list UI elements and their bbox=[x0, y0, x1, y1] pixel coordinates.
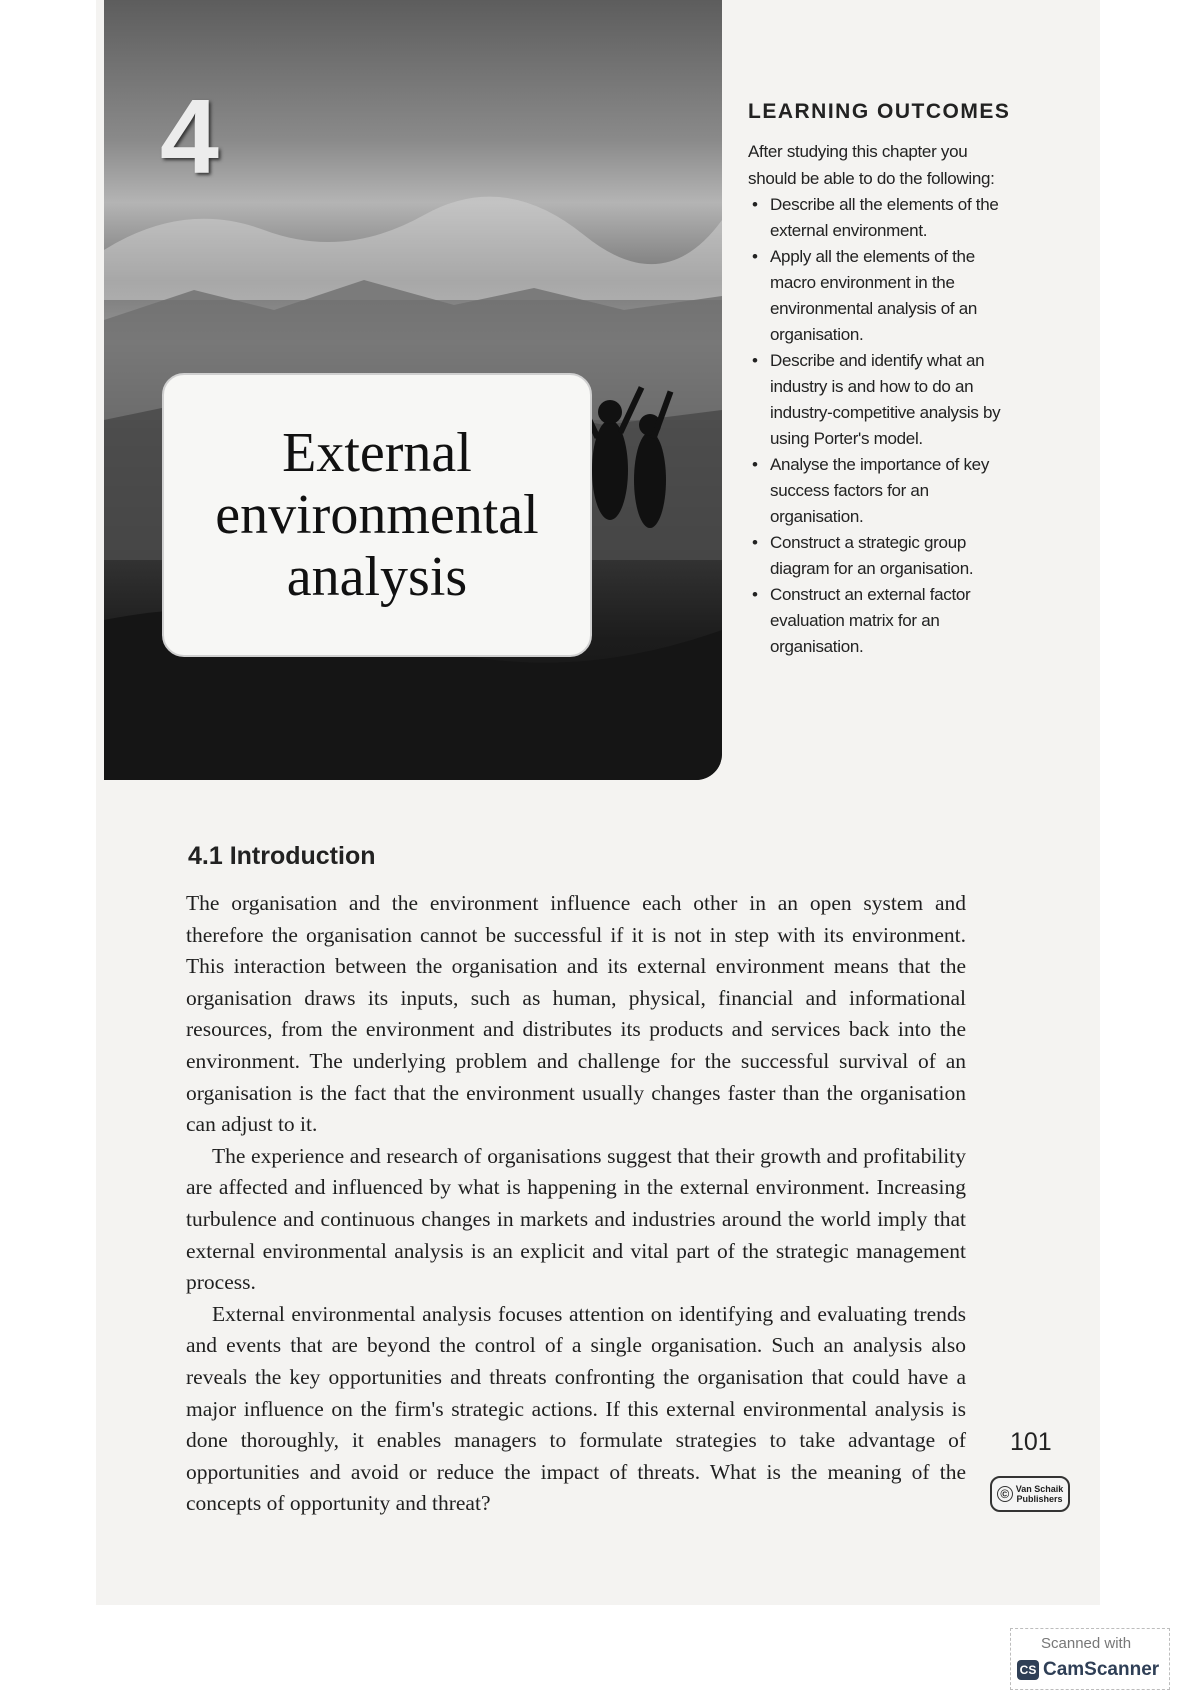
learning-outcome-text: Construct an external factor evaluation matrix for an organisation. bbox=[770, 585, 971, 656]
learning-outcome-text: Describe and identify what an industry is and how to do an industry-competitive analysis by using Porter's model. bbox=[770, 351, 1001, 448]
publisher-name bbox=[1016, 1484, 1064, 1504]
learning-outcome-item bbox=[748, 192, 1018, 244]
camscanner-brand-name: CamScanner bbox=[1043, 1659, 1160, 1680]
chapter-title-box bbox=[162, 373, 592, 657]
learning-outcome-text: Describe all the elements of the external environment. bbox=[770, 195, 999, 240]
learning-outcomes-panel bbox=[748, 100, 1018, 660]
publisher-name-line: Van Schaik bbox=[1015, 1484, 1064, 1494]
chapter-title-line: External bbox=[282, 422, 472, 484]
publisher-name-line: Publishers bbox=[1016, 1494, 1063, 1504]
bullet-icon: • bbox=[752, 455, 758, 474]
learning-outcome-text: Analyse the importance of key success factors for an organisation. bbox=[770, 455, 990, 526]
bullet-icon: • bbox=[752, 585, 758, 604]
learning-outcomes-list bbox=[748, 192, 1018, 660]
scanned-with-text: Scanned with bbox=[1041, 1635, 1132, 1652]
chapter-title-line: environmental bbox=[215, 484, 539, 546]
camscanner-brand bbox=[1017, 1659, 1159, 1681]
section-body bbox=[186, 888, 966, 1520]
section-heading: 4.1 Introduction bbox=[188, 842, 376, 870]
learning-outcome-item bbox=[748, 530, 1018, 582]
bullet-icon: • bbox=[752, 351, 758, 370]
learning-outcomes-intro: After studying this chapter you should be able to do the following: bbox=[748, 142, 995, 188]
camscanner-icon: CS bbox=[1017, 1660, 1039, 1680]
body-paragraph: The experience and research of organisations suggest that their growth and profitability are affected and influenced by what is happening in the external environment. Increasing turbulence and continuous changes in markets and industries around the world imply that external environmental analysis is an explicit and vital part of the strategic management process. bbox=[186, 1143, 966, 1295]
learning-outcome-item bbox=[748, 244, 1018, 348]
chapter-number: 4 bbox=[160, 78, 219, 196]
copyright-icon: © bbox=[997, 1486, 1013, 1502]
body-paragraph: The organisation and the environment influence each other in an open system and therefore the organisation cannot be successful if it is not in step with its environment. This interaction between the organisation and its external environment means that the organisation draws its inputs, such as human, physical, financial and informational resources, from the environment and distributes its products and services back into the environment. The underlying problem and challenge for the successful survival of an organisation is the fact that the environment usually changes faster than the organisation can adjust to it. bbox=[186, 891, 966, 1137]
learning-outcome-text: Construct a strategic group diagram for an organisation. bbox=[770, 533, 974, 578]
learning-outcome-item bbox=[748, 348, 1018, 452]
publisher-logo bbox=[990, 1476, 1070, 1512]
camscanner-watermark bbox=[1010, 1628, 1170, 1690]
bullet-icon: • bbox=[752, 533, 758, 552]
page-number: 101 bbox=[1010, 1428, 1052, 1456]
learning-outcome-text: Apply all the elements of the macro environment in the environmental analysis of an organisation. bbox=[770, 247, 978, 344]
bullet-icon: • bbox=[752, 195, 758, 214]
body-paragraph: External environmental analysis focuses attention on identifying and evaluating trends and events that are beyond the control of a single organisation. Such an analysis also reveals the key opportunities and threats confronting the organisation that could have a major influence on the firm's strategic actions. If this external environmental analysis is done thoroughly, it enables managers to formulate strategies to take advantage of opportunities and avoid or reduce the impact of threats. What is the meaning of the concepts of opportunity and threat? bbox=[186, 1301, 966, 1516]
bullet-icon: • bbox=[752, 247, 758, 266]
learning-outcome-item bbox=[748, 582, 1018, 660]
learning-outcomes-heading: LEARNING OUTCOMES bbox=[748, 100, 1011, 123]
chapter-title-line: analysis bbox=[286, 546, 468, 608]
learning-outcome-item bbox=[748, 452, 1018, 530]
